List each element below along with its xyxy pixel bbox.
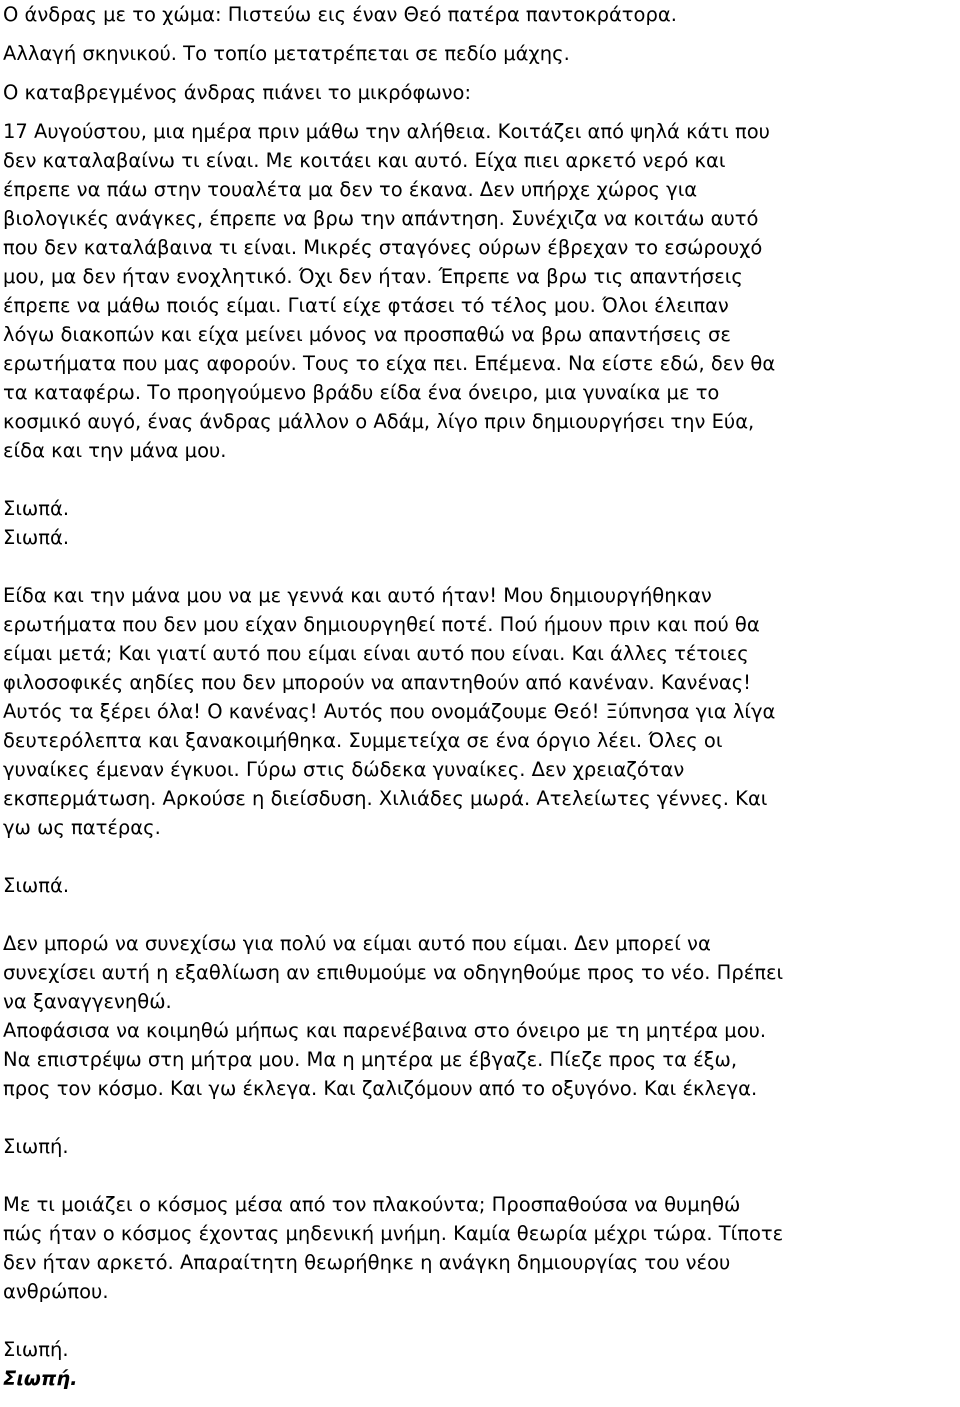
document-page	[3, 0, 960, 1393]
paragraph-line: Ο καταβρεγμένος άνδρας πιάνει το μικρόφωνο:	[3, 81, 472, 104]
paragraph-dream	[3, 581, 960, 842]
paragraph-line: 17 Αυγούστου, μια ημέρα πριν μάθω την αλήθεια. Κοιτάζει από ψηλά κάτι που	[3, 120, 770, 143]
paragraph-line: ερωτήματα που δεν μου είχαν δημιουργηθεί ποτέ. Πού ήμουν πριν και πού θα	[3, 613, 760, 636]
stage-direction: Σιωπή.	[3, 1338, 69, 1361]
paragraph-line: Με τι μοιάζει ο κόσμος μέσα από τον πλακούντα; Προσπαθούσα να θυμηθώ	[3, 1193, 741, 1216]
paragraph-line: μου, μα δεν ήταν ενοχλητικό. Όχι δεν ήταν. Έπρεπε να βρω τις απαντήσεις	[3, 265, 743, 288]
paragraph-line: έπρεπε να πάω στην τουαλέτα μα δεν το έκανα. Δεν υπήρχε χώρος για	[3, 178, 698, 201]
stage-direction: Σιωπά.	[3, 526, 70, 549]
paragraph-line: δευτερόλεπτα και ξανακοιμήθηκα. Συμμετείχα σε ένα όργιο λέει. Όλες οι	[3, 729, 723, 752]
paragraph-placenta	[3, 1190, 960, 1306]
paragraph-line: δεν ήταν αρκετό. Απαραίτητη θεωρήθηκε η ανάγκη δημιουργίας του νέου	[3, 1251, 731, 1274]
paragraph-line: τα καταφέρω. Το προηγούμενο βράδυ είδα ένα όνειρο, μια γυναίκα με το	[3, 381, 720, 404]
paragraph-line: Αλλαγή σκηνικού. Το τοπίο μετατρέπεται σε πεδίο μάχης.	[3, 42, 570, 65]
paragraph-line: λόγω διακοπών και είχα μείνει μόνος να προσπαθώ να βρω απαντήσεις σε	[3, 323, 731, 346]
stage-direction: Σιωπή.	[3, 1135, 69, 1158]
paragraph-main	[3, 117, 960, 465]
paragraph-line: είμαι μετά; Και γιατί αυτό που είμαι είναι αυτό που είναι. Και άλλες τέτοιες	[3, 642, 749, 665]
stage-direction: Σιωπά.	[3, 497, 70, 520]
paragraph-line: έπρεπε να μάθω ποιός είμαι. Γιατί είχε φτάσει τό τέλος μου. Όλοι έλειπαν	[3, 294, 729, 317]
paragraph-line: ανθρώπου.	[3, 1280, 109, 1303]
paragraph-line: γυναίκες έμεναν έγκυοι. Γύρω στις δώδεκα γυναίκες. Δεν χρειαζόταν	[3, 758, 685, 781]
paragraph-line: ερωτήματα που μας αφορούν. Τους το είχα πει. Επέμενα. Να είστε εδώ, δεν θα	[3, 352, 776, 375]
paragraph-line: φιλοσοφικές αηδίες που δεν μπορούν να απαντηθούν από κανέναν. Κανένας!	[3, 671, 751, 694]
paragraph-line: πώς ήταν ο κόσμος έχοντας μηδενική μνήμη. Καμία θεωρία μέχρι τώρα. Τίποτε	[3, 1222, 784, 1245]
paragraph-line: να ξαναγγενηθώ.	[3, 990, 172, 1013]
paragraph-line: κοσμικό αυγό, ένας άνδρας μάλλον ο Αδάμ, λίγο πριν δημιουργήσει την Εύα,	[3, 410, 755, 433]
stage-direction: Σιωπά.	[3, 874, 70, 897]
paragraph-line: δεν καταλαβαίνω τι είναι. Με κοιτάει και αυτό. Είχα πιει αρκετό νερό και	[3, 149, 726, 172]
paragraph-line: προς τον κόσμο. Και γω έκλεγα. Και ζαλιζόμουν από το οξυγόνο. Και έκλεγα.	[3, 1077, 758, 1100]
paragraph-line: γω ως πατέρας.	[3, 816, 161, 839]
paragraph-line: Είδα και την μάνα μου να με γεννά και αυτό ήταν! Μου δημιουργήθηκαν	[3, 584, 712, 607]
paragraph-line: Να επιστρέψω στη μήτρα μου. Μα η μητέρα με έβγαζε. Πίεζε προς τα έξω,	[3, 1048, 738, 1071]
paragraph-line: βιολογικές ανάγκες, έπρεπε να βρω την απάντηση. Συνέχιζα να κοιτάω αυτό	[3, 207, 759, 230]
paragraph-rebirth	[3, 929, 960, 1103]
paragraph-line: Αποφάσισα να κοιμηθώ μήπως και παρενέβαινα στο όνειρο με τη μητέρα μου.	[3, 1019, 767, 1042]
paragraph-line: που δεν καταλάβαινα τι είναι. Μικρές σταγόνες ούρων έβρεχαν το εσώρουχό	[3, 236, 763, 259]
paragraph-line: συνεχίσει αυτή η εξαθλίωση αν επιθυμούμε να οδηγηθούμε προς το νέο. Πρέπει	[3, 961, 784, 984]
paragraph-line: Αυτός τα ξέρει όλα! Ο κανένας! Αυτός που ονομάζουμε Θεό! Ξύπνησα για λίγα	[3, 700, 776, 723]
paragraph-line: Δεν μπορώ να συνεχίσω για πολύ να είμαι αυτό που είμαι. Δεν μπορεί να	[3, 932, 711, 955]
paragraph-line: εκσπερμάτωση. Αρκούσε η διείσδυση. Χιλιάδες μωρά. Ατελείωτες γέννες. Και	[3, 787, 768, 810]
stage-direction-emphasis: Σιωπή.	[3, 1367, 78, 1390]
paragraph-line: είδα και την μάνα μου.	[3, 439, 227, 462]
paragraph-line: Ο άνδρας με το χώμα: Πιστεύω εις έναν Θεό πατέρα παντοκράτορα.	[3, 3, 677, 26]
